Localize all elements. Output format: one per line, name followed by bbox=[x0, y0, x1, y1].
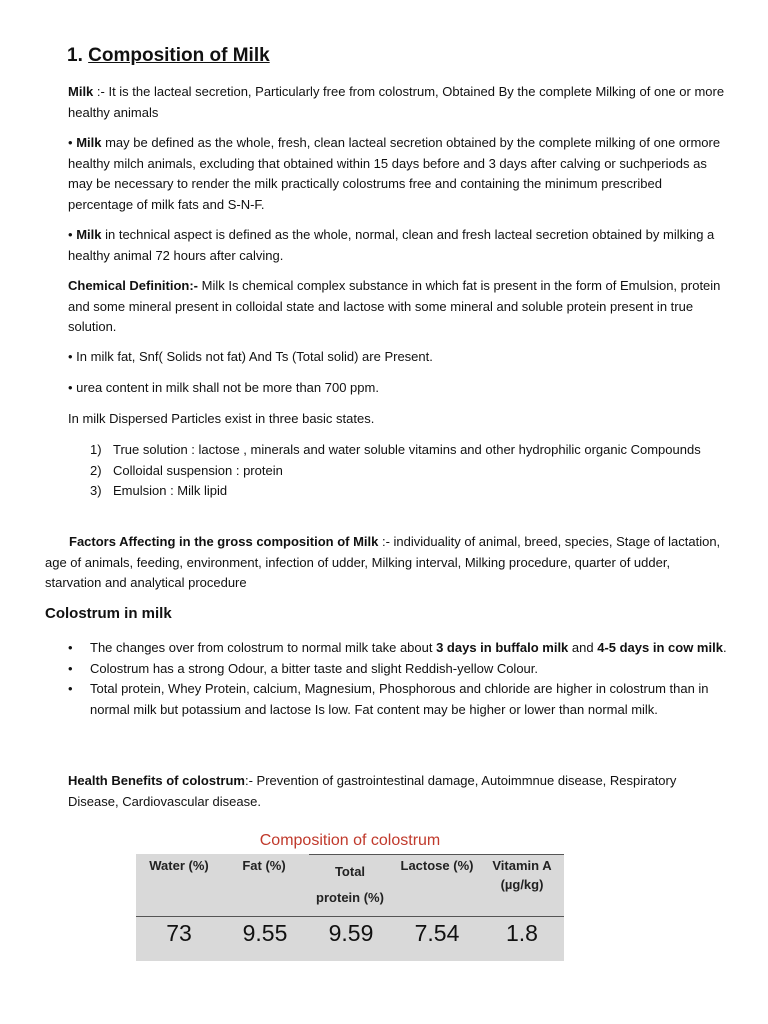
milk-definition-2 bbox=[68, 133, 728, 215]
list-text: Colloidal suspension : protein bbox=[113, 462, 283, 478]
list-text: The changes over from colostrum to normal milk take about bbox=[90, 640, 437, 655]
title-text: Composition of Milk bbox=[88, 45, 270, 66]
milk-technical-definition bbox=[68, 225, 728, 266]
colostrum-table bbox=[136, 854, 564, 961]
health-benefits bbox=[68, 771, 728, 812]
value-protein: 9.59 bbox=[328, 920, 374, 946]
health-benefits-text: :- Prevention of gastrointestinal damage, Autoimmnue disease, Respiratory Disease, Cardiovascular disease. bbox=[68, 773, 677, 809]
list-text: True solution : lactose , minerals and water soluble vitamins and other hydrophilic organic Compounds bbox=[113, 442, 701, 457]
list-text: Total protein, Whey Protein, calcium, Magnesium, Phosphorous and chloride are higher in colostrum than in normal milk but potassium and lactose Is low. Fat content may be higher or lower than normal milk. bbox=[90, 681, 709, 717]
milk-technical-text: in technical aspect is defined as the whole, normal, clean and fresh lacteal secretion obtained by milking a healthy animal 72 hours after calving. bbox=[68, 227, 715, 263]
factors-paragraph bbox=[45, 532, 730, 594]
value-fat: 9.55 bbox=[242, 920, 288, 946]
chemical-definition bbox=[68, 276, 728, 338]
chemical-definition-label: Chemical Definition:- bbox=[68, 278, 199, 293]
list-item bbox=[68, 638, 728, 659]
states-list bbox=[90, 440, 710, 502]
header-vitamin-a-unit: (µg/kg) bbox=[500, 877, 544, 892]
header-vitamin-a: Vitamin A bbox=[492, 858, 552, 873]
list-text: Colostrum has a strong Odour, a bitter taste and slight Reddish-yellow Colour. bbox=[90, 660, 539, 676]
colostrum-heading: Colostrum in milk bbox=[45, 605, 172, 622]
table-divider bbox=[136, 916, 564, 917]
milk-term: Milk bbox=[76, 135, 102, 150]
value-water: 73 bbox=[166, 920, 192, 946]
milk-definition-text: :- It is the lacteal secretion, Particularly free from colostrum, Obtained By the complete Milking of one or more healthy animals bbox=[68, 84, 725, 120]
list-text-bold: 3 days in buffalo milk bbox=[436, 640, 569, 655]
value-vitamin-a: 1.8 bbox=[506, 920, 538, 946]
list-text: . bbox=[722, 640, 727, 655]
urea-note: • urea content in milk shall not be more than 700 ppm. bbox=[68, 380, 379, 395]
list-item bbox=[90, 440, 710, 461]
list-text-bold: 4-5 days in cow milk bbox=[597, 640, 723, 655]
chemical-definition-text: Milk Is chemical complex substance in which fat is present in the form of Emulsion, protein and some mineral present in colloidal state and lactose with some mineral and soluble protein present in true solution. bbox=[68, 278, 721, 334]
factors-label: Factors Affecting in the gross composition of Milk bbox=[69, 534, 379, 549]
bullet-icon: • bbox=[68, 640, 73, 655]
list-number: 2) bbox=[90, 462, 102, 478]
title-number: 1. bbox=[67, 45, 83, 66]
bullet: • bbox=[68, 227, 73, 242]
header-water: Water (%) bbox=[149, 858, 209, 873]
bullet-icon: • bbox=[68, 660, 73, 676]
milk-definition-2-text: may be defined as the whole, fresh, clean lacteal secretion obtained by the complete milking of one ormore healthy milch animals, excluding that obtained within 15 days before and 3 days after calving or suchperiods as may be necessary to render the milk practically colostrums free and containing the minimum prescribed percentage of milk fats and S-N-F. bbox=[68, 135, 721, 212]
header-lactose: Lactose (%) bbox=[400, 858, 474, 873]
list-text: and bbox=[568, 640, 598, 655]
solids-note: • In milk fat, Snf( Solids not fat) And Ts (Total solid) are Present. bbox=[68, 349, 433, 364]
page-title bbox=[67, 45, 270, 67]
list-item bbox=[90, 461, 710, 482]
milk-definition bbox=[68, 82, 728, 123]
list-number: 3) bbox=[90, 483, 102, 498]
header-fat: Fat (%) bbox=[242, 858, 286, 873]
list-number: 1) bbox=[90, 442, 102, 457]
bullet: • bbox=[68, 135, 73, 150]
factors-text: :- individuality of animal, breed, species, Stage of lactation, age of animals, feeding, environment, infection of udder, Milking interval, Milking procedure, quarter of udder, starvation and analytical procedure bbox=[45, 534, 721, 590]
milk-term: Milk bbox=[76, 227, 102, 242]
header-total: Total bbox=[334, 864, 366, 879]
list-item bbox=[68, 679, 728, 720]
table-title: Composition of colostrum bbox=[259, 832, 441, 849]
list-text: Emulsion : Milk lipid bbox=[113, 483, 228, 498]
list-item bbox=[68, 659, 728, 680]
health-benefits-label: Health Benefits of colostrum bbox=[68, 773, 245, 788]
colostrum-list bbox=[68, 638, 728, 720]
list-item bbox=[90, 481, 710, 502]
bullet-icon: • bbox=[68, 681, 73, 696]
milk-term: Milk bbox=[68, 84, 94, 99]
header-protein: protein (%) bbox=[316, 890, 384, 905]
dispersed-particles-intro: In milk Dispersed Particles exist in three basic states. bbox=[68, 411, 375, 426]
value-lactose: 7.54 bbox=[414, 920, 460, 946]
